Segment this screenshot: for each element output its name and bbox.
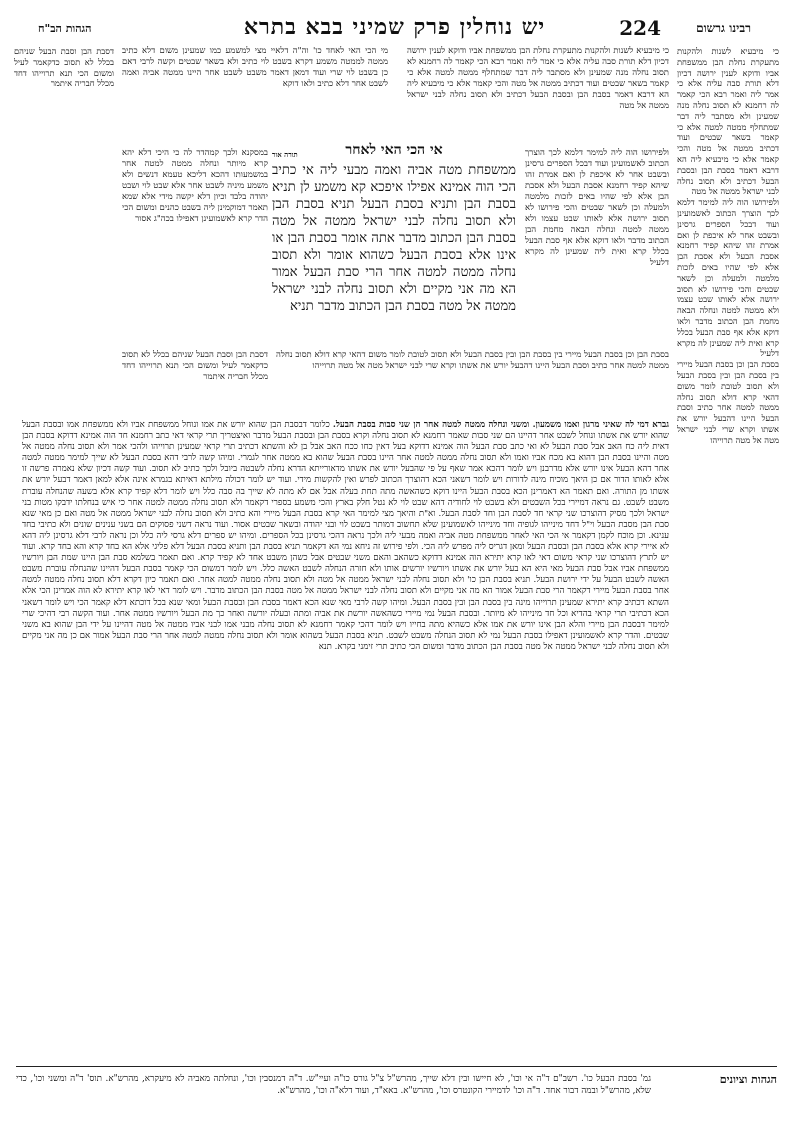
tosafot-middle-text: במסקנא ולכך קמהדר לה כי היכי דלא יהא קרא מיותר ונחלה ממטה למטה אחר במשמעותו דהכא דליכא טעמא דנשים ולא משמע מיניה לשבט אחר אלא שבט לוי ושבט יהודה בלבד וכיון דלא יקשה מידי אלא שמא תאמר דמוקמינן ליה בשבט כהנים ומשום הכי הדר קרא לאשמועינן דאפילו בכה"ג אסור <box>122 148 268 224</box>
main-commentary-text: כלומר דבסבת הבן שהוא יורש את אמו ונוחל ממשפחת אביו ולא ממשפחת אמו ובסבת הבעל שהוא יורש את אשתו ונוחל לשבט אחר דהיינו הם שני סבות שאמר רחמנא לא תסוב נחלה וקרא בסבת הבן ובסבת הבעל מדבר ואיצטריך תרי קראי דאי כתב רחמנא חד הוה אמינא דדוקא בסבת הבן דאית ליה כח האב אבל סבת הבעל לא ואי כתב סבת הבעל הוה אמינא דדוקא בעל דאין כחו ככח האב אבל בן לא והשתא דכתיב תרי קראי שמעינן תרוייהו ולהכי אמר ולא תסוב נחלה ממטה אל מטה והיינו בסבת הבן דהוא בא מכח אביו ואמו ולא תסוב נחלה ממטה למטה אחר היינו בסבת הבעל שהוא בא ממטה אחר לגמרי. ומיהו קשה לרבי דהא בסבת הבעל לא שייך למימר ממטה למטה אחר דהא הבעל אינו יורש אלא מדרבנן ויש לומר דהכא אמר שאף על פי שהבעל יורש את אשתו מדאורייתא הדרא נחלה לשבטה ביובל ולכך כתיב לא תסוב. ועוד קשה דכיון שלא נאמרה פרשה זו אלא לאותו הדור אם כן היאך מוכיח מינה לדורות ויש לומר דשאני הכא דהוצרך הכתוב לפרש ואין להקשות מידי. ועוד יש לומר דכולה מילתא דאיתא בגמרא אינה אלא למאן דאמר דבעל יורש את אשתו מן התורה. ואם תאמר הא דאמרינן הכא בסבת הבעל היינו דוקא כשהאשה מתה תחת בעלה אבל אם לא מתה לא שייך בה סבה כלל ויש לומר דלא קפיד קרא אלא בשעה שהנחלה עוברת משבט לשבט. גם נראה דמיירי בכל השבטים ולא בשבט לוי לחודיה דהא שבט לוי לא נטל חלק בארץ והכי משמע בספרי דקאמר ולא תסוב נחלה ממטה למטה אחר כי איש בנחלתו ידבקו מטות בני ישראל ולכך מסיק דהוצרכו שני קראי חד לסבת הבן וחד לסבת הבעל. וא"ת והיאך מצי למימר האי קרא בסבת הבעל מיירי והא כתיב ולא תסוב נחלה לבני ישראל ממטה אל מטה ואם כן מאי שנא סבת הבן מסבת הבעל וי"ל דחד מינייהו לגופיה וחד מינייהו לאשמועינן שלא תחשוב דמותר בשבט לוי ובני יהודה ובשאר שבטים אסור. ועוד נראה דשני פסוקים הם בשני ענינים שונים ולא כתיבי בחד ענינא. וכן מוכח לקמן דקאמר אי הכי האי לאחר ממשפחת מטה אביה ואמה מבעי ליה ולכך נראה דהכי גרסינן בכל הספרים. ומיהו יש ספרים דלא גרסי ליה כלל וכן נראה לרבי דלא גרסינן ליה דהא לא איירי קרא אלא בסבת הבן ובסבת הבעל ומאן דגריס ליה מפרש ליה הכי. ולפי פירוש זה ניחא נמי הא דקאמר תניא בסבת הבן ותניא בסבת הבעל דלא פליגי אלא הא בחד קרא והא בחד קרא. ועוד יש לתרץ דהוצרכו שני קראי משום דאי לאו קרא יתירא הוה אמינא דדוקא כשהאב והאם משני שבטים אבל כשהן משבט אחד לא קפיד קרא. ואם תאמר בשלמא סבת הבן היינו שמת הבן ויורשיו ממשפחת אביו אבל סבת הבעל מאי היא הא בעל יורש את אשתו ויורשיו יורשים אותו ולא חזרה הנחלה לשבט האשה כלל. ויש לומר דמשום הכי קאמר בסבת הבעל דהיינו שהנחלה עוברת משבט האשה לשבט הבעל על ידי ירושת הבעל. תניא בסבת הבן כו' ולא תסוב נחלה לבני ישראל ממטה אל מטה ולא תסוב נחלה ממטה למטה אחר. ואם תאמר כיון דקרא דלא תסוב נחלה ממטה למטה אחר בסבת הבעל מיירי דקאמר הרי סבת הבעל אמור הא מה אני מקיים ולא תסוב נחלה לבני ישראל ממטה אל מטה בסבת הבן הכתוב מדבר. ויש לומר דאי לאו קרא יתירא לא הוה אמרינן הכי אלא השתא דכתיב קרא יתירא שמעינן תרוייהו מינה בין בסבת הבן ובין בסבת הבעל. ומיהו קשה לרבי מאי שנא הכא דאמר בסבת הבן ובסבת הבעל ומאי שנא בכל דוכתא דלא קאמר הכי ויש לומר דשאני הכא דכתיבי תרי קראי בהדיא וכל חד מינייהו לא מיותר. ובסבת הבעל נמי מיירי כשהאשה יורשת את אביה ומתה ובעלה יורשה ואחר כך מת הבעל ויורשיו ממטה אחר. ועוד הקשה רבי דהיכי שרי למימר דבסבת הבן מיירי והלא הבן אינו יורש את אמו אלא כשהיא מתה בחייו ויש לומר דהכי קאמר רחמנא לא תסוב נחלה מבני אמו לבני אביו ממטה אל מטה דהיינו על ידי הבן שהוא בא משני שבטים. והדר קרא לאשמועינן דאפילו בסבת הבעל נמי לא תסוב הנחלה משבט לשבט. תניא בסבת הבעל בשהוא אומר ולא תסוב נחלה ממטה למטה אחר הרי סבת הבעל אמור אם כן מה אני מקיים ולא תסוב נחלה לבני ישראל ממטה אל מטה בסבת הבן הכתוב מדבר ומשום הכי כתיב תרי זימני בקרא. תנא <box>22 420 669 652</box>
gemara-block <box>272 142 516 342</box>
side-commentary-left <box>14 46 114 406</box>
rashbam-bottom-text: בסבת הבן וכן בסבת הבעל מיירי בין בסבת הבן ובין בסבת הבעל ולא תסוב לטובת לומר משום דהאי קרא דולא תסוב נחלה ממטה למטה אחר כתיב וסבת הבעל היינו דהבעל יורש את אשתו וקרא שרי לבני ישראל מטה אל מטה תרוייהו <box>276 350 669 371</box>
gemara-lead-words: אי הכי האי לאחר <box>345 142 443 158</box>
page-number: 224 <box>619 16 661 40</box>
rashbam-commentary-top <box>407 46 669 138</box>
side-commentary-right-text-cont2: בסבת הבן וכן בסבת הבעל מיירי בין בסבת הבן ובין בסבת הבעל ולא תסוב לטובת לומר משום דהאי קרא דולא תסוב נחלה ממטה למטה אחר כתיב וסבת הבעל היינו דהבעל יורש את אשתו וקרא שרי לבני ישראל מטה אל מטה תרוייהו <box>677 359 779 445</box>
rashbam-commentary-bottom <box>276 350 669 412</box>
footer-label: הגהות וציונים <box>719 1073 777 1086</box>
page-title: יש נוחלין פרק שמיני בבא בתרא <box>243 14 546 40</box>
main-commentary-lead: גברא דמי לה שאיני מרגון ואמו משמעון. ומשני ונחלה ממטה למטה אחר הן שני סבות בסבת הבעל. <box>332 420 669 430</box>
header-rabbeinu-gershom: רבינו גרשום <box>696 21 751 35</box>
side-commentary-right-text: כי מיבעיא לשנות ולהקנות מתעקרת נחלת הבן ממשפחת אביו ודוקא לענין ירושה דכיון דלא תורת סבה עליה אלא כי אמר ליה ואמר רבא הכי קאמר לה רחמנא לא תסוב נחלה מנה שמעינן ולא מסתבר ליה דבר שמתחלף ממטה למטה אלא כי קאמר בשאר שבטים ועוד דכתיב ממטה אל מטה והכי קאמר אלא כי מיבעיא ליה הא דרבא דאמר בסבת הבן ובסבת הבעל דכתיב ולא תסוב נחלה לבני ישראל ממטה אל מטה <box>677 46 779 197</box>
header-hagahot: הגהות הב"ח <box>38 22 92 35</box>
side-commentary-right-text-cont: ולפירושו הוה ליה למימר דלמא לכך הוצרך הכתוב לאשמועינן ועוד דבכל הספרים גרסינן ובשבט אחר לא איכפת לן ואם אמרת זהו שיהא קפיד רחמנא אסבת הבעל ולא אסבת הבן אלא לפי שהיו באים לזכות מלמטה ולמעלה וכן לשאר שבטים והכי פירושו לא תסוב ירושה אלא לאותו שבט עצמו ולא ממטה למטה ונחלה הבאה מחמת הבן הכתוב מדבר ולאו דוקא אלא אף סבת הבעל בכלל קרא ואית ליה שמעינן לה מקרא דלעיל <box>677 197 779 359</box>
gemara-text: ממשפחת מטה אביה ואמה מבעי ליה אי כתיב הכי הוה אמינא אפילו איפכא קא משמע לן תניא בסבת הבן ותניא בסבת הבעל תניא בסבת הבן ולא תסוב נחלה לבני ישראל ממטה אל מטה בסבת הבן הכתוב מדבר אתה אומר בסבת הבן או אינו אלא בסבת הבעל כשהוא אומר ולא תסוב נחלה ממטה למטה אחר הרי סבת הבעל אמור הא מה אני מקיים ולא תסוב נחלה לבני ישראל ממטה אל מטה בסבת הבן הכתוב מדבר תניא <box>272 163 516 314</box>
side-commentary-right <box>677 46 779 906</box>
main-commentary <box>22 420 669 1060</box>
page-header <box>38 14 751 42</box>
tosafot-commentary-top <box>122 46 388 138</box>
tosafot-bottom-text: דסבת הבן וסבת הבעל שניהם בכלל לא תסוב כדקאמר לעיל ומשום הכי תנא תרוייהו דחד מכלל חבריה איתמר <box>122 350 268 382</box>
tosafot-commentary-bottom <box>122 350 268 412</box>
rashbam-top-text: כי מיבעיא לשנות ולהקנות מתעקרת נחלת הבן ממשפחת אביו ודוקא לענין ירושה דכיון דלא תורת סבה עליה אלא כי אמר ליה ואמר רבא הכי קאמר לה רחמנא לא תסוב נחלה מנה שמעינן ולא מסתבר ליה דבר שמתחלף ממטה למטה אלא כי קאמר בשאר שבטים ועוד דכתיב ממטה אל מטה והכי קאמר אלא כי מיבעיא ליה הא דרבא דאמר בסבת הבן ובסבת הבעל דכתיב ולא תסוב נחלה לבני ישראל ממטה אל מטה <box>407 46 669 111</box>
side-commentary-left-text: דסבת הבן וסבת הבעל שניהם בכלל לא תסוב כדקאמר לעיל ומשום הכי תנא תרוייהו דחד מכלל חבריה איתמר <box>14 46 114 89</box>
footer-notes: גמ' בסבת הבעל כו'. רשב"ם ד"ה אי וכו', לא חיישו ובין דלא שייך, מהרש"ל צ"ל גורס כו"ה ועיי"ש. ד"ה דמנסבין וכו', ונחלתה מאביה לא מיעקרא, מהרש"א. תוס' ד"ה ומשני וכו', כדי שלא, מהרש"ל ובמה דבור אחד. ד"ה וכו' לדמיירי הקונטרס וכו', מהרש"א. באא"ד, ועוד דלא"ה וכו', מהרש"א. <box>16 1074 651 1096</box>
rashbam-middle-text: ולפירושו הוה ליה למימר דלמא לכך הוצרך הכתוב לאשמועינן ועוד דבכל הספרים גרסינן ובשבט אחר לא איכפת לן ואם אמרת זהו שיהא קפיד רחמנא אסבת הבעל ולא אסבת הבן אלא לפי שהיו באים לזכות מלמטה ולמעלה וכן לשאר שבטים והכי פירושו לא תסוב ירושה אלא לאותו שבט עצמו ולא ממטה למטה ונחלה הבאה מחמת הבן הכתוב מדבר ולאו דוקא אלא אף סבת הבעל בכלל קרא ואית ליה שמעינן לה מקרא דלעיל <box>525 148 669 268</box>
tosafot-top-text: מי הכי האי לאחד כו' וה"ה דלאיי מצי למשמע כמו שמעינן משום דלא כתיב ממטה לממטה משמע דקרא בשבט לוי כתיב ולא בשאר שבטים וקשה לרבי דאם כן בשבט לוי שרי ועוד דמאן דאמר משבט לשבט אחר היינו ממטה אביה ואמה לשבט אחר דלא כתיב ולאו דוקא <box>122 46 388 89</box>
torah-or-label: תורה אור <box>272 150 298 159</box>
footer-divider <box>16 1066 777 1067</box>
